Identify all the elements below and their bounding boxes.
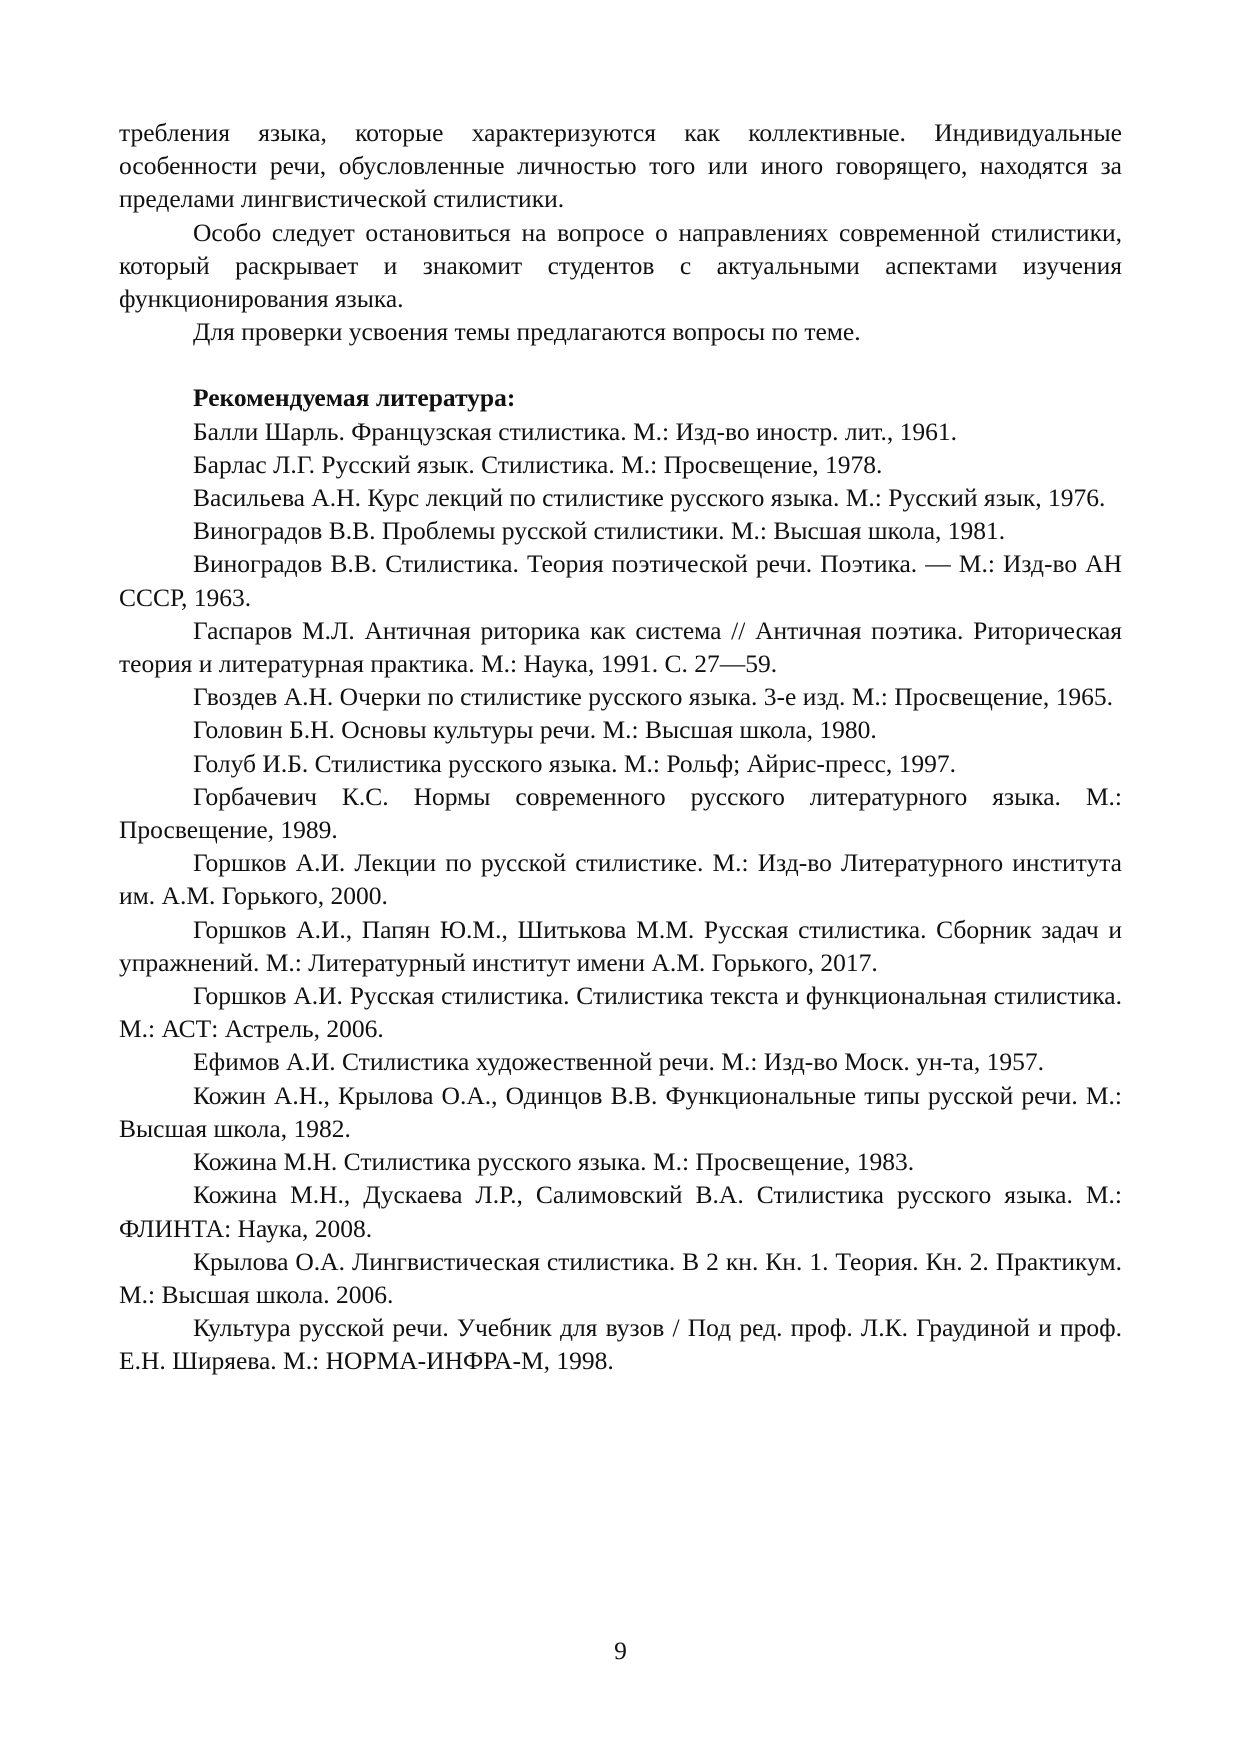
reference-item: Горшков А.И. Лекции по русской стилистике. М.: Изд-во Литературного института им. А.М. Горького, 2000. [119, 848, 1122, 911]
intro-paragraph: Для проверки усвоения темы предлагаются вопросы по теме. [193, 317, 861, 347]
reference-item: Кожина М.Н., Дускаева Л.Р., Салимовский В.А. Стилистика русского языка. М.: ФЛИНТА: Наука, 2008. [119, 1180, 1122, 1243]
reference-item: Головин Б.Н. Основы культуры речи. М.: Высшая школа, 1980. [193, 715, 877, 745]
literature-heading: Рекомендуемая литература: [193, 383, 516, 413]
intro-paragraph-continued: требления языка, которые характеризуются как коллективные. Индивидуальные особенности речи, обусловленные личностью того или иного говорящего, находятся за пределами лингвистической стилистики. [119, 118, 1122, 214]
reference-item: Горбачевич К.С. Нормы современного русского литературного языка. М.: Просвещение, 1989. [119, 781, 1122, 845]
reference-item: Виноградов В.В. Стилистика. Теория поэтической речи. Поэтика. — М.: Изд-во АН СССР, 1963. [119, 549, 1122, 612]
reference-item: Культура русской речи. Учебник для вузов / Под ред. проф. Л.К. Граудиной и проф. Е.Н. Ширяева. М.: НОРМА-ИНФРА-М, 1998. [119, 1313, 1122, 1376]
reference-item: Балли Шарль. Французская стилистика. М.: Изд-во иностр. лит., 1961. [193, 416, 957, 446]
page-number: 9 [614, 1636, 627, 1665]
intro-paragraph: Особо следует остановиться на вопросе о направлениях современной стилистики, который раскрывает и знакомит студентов с актуальными аспектами изучения функционирования языка. [119, 217, 1122, 314]
reference-item: Гаспаров М.Л. Античная риторика как система // Античная поэтика. Риторическая теория и литературная практика. М.: Наука, 1991. С. 27—59. [119, 615, 1122, 679]
reference-item: Виноградов В.В. Проблемы русской стилистики. М.: Высшая школа, 1981. [193, 516, 1006, 546]
reference-item: Кожина М.Н. Стилистика русского языка. М.: Просвещение, 1983. [193, 1147, 915, 1177]
reference-item: Васильева А.Н. Курс лекций по стилистике русского языка. М.: Русский язык, 1976. [193, 483, 1106, 513]
reference-list [119, 415, 1122, 1378]
reference-item: Гвоздев А.Н. Очерки по стилистике русского языка. 3-е изд. М.: Просвещение, 1965. [193, 682, 1113, 712]
reference-item: Ефимов А.И. Стилистика художественной речи. М.: Изд-во Моск. ун-та, 1957. [193, 1047, 1044, 1077]
reference-item: Крылова О.А. Лингвистическая стилистика. В 2 кн. Кн. 1. Теория. Кн. 2. Практикум. М.: Высшая школа. 2006. [119, 1246, 1122, 1309]
reference-item: Кожин А.Н., Крылова О.А., Одинцов В.В. Функциональные типы русской речи. М.: Высшая школа, 1982. [119, 1080, 1122, 1143]
body-text [119, 116, 1122, 1378]
reference-item: Барлас Л.Г. Русский язык. Стилистика. М.: Просвещение, 1978. [193, 449, 883, 479]
reference-item: Горшков А.И. Русская стилистика. Стилистика текста и функциональная стилистика. М.: АСТ: Астрель, 2006. [119, 981, 1122, 1044]
reference-item: Голуб И.Б. Стилистика русского языка. М.: Рольф; Айрис-пресс, 1997. [193, 748, 957, 778]
reference-item: Горшков А.И., Папян Ю.М., Шитькова М.М. Русская стилистика. Сборник задач и упражнений. М.: Литературный институт имени А.М. Горького, 2017. [119, 914, 1122, 977]
